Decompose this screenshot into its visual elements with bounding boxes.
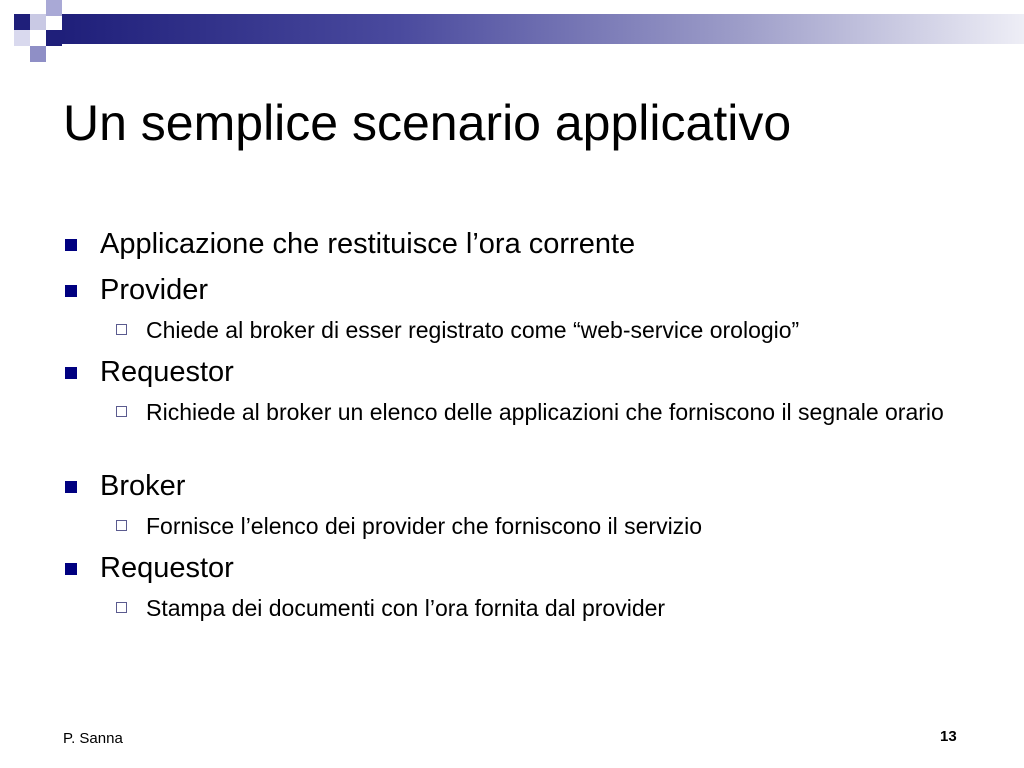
deco-square bbox=[30, 46, 46, 62]
square-bullet-icon bbox=[65, 285, 77, 297]
sub-bullet-item bbox=[146, 511, 976, 541]
sub-bullet-text: Chiede al broker di esser registrato come “web-service orologio” bbox=[146, 317, 800, 343]
bullet-item bbox=[100, 227, 635, 261]
hollow-square-bullet-icon bbox=[116, 602, 127, 613]
bullet-text: Broker bbox=[100, 470, 186, 502]
bullet-item bbox=[100, 273, 208, 307]
bullet-text: Requestor bbox=[100, 356, 234, 388]
square-bullet-icon bbox=[65, 367, 77, 379]
square-bullet-icon bbox=[65, 239, 77, 251]
deco-square bbox=[14, 14, 30, 30]
slide-title: Un semplice scenario applicativo bbox=[63, 95, 792, 151]
deco-square bbox=[46, 30, 62, 46]
bullet-item bbox=[100, 355, 234, 389]
bullet-text: Provider bbox=[100, 274, 208, 306]
bullet-text: Applicazione che restituisce l’ora corrente bbox=[100, 228, 636, 260]
sub-bullet-item bbox=[146, 315, 976, 345]
sub-bullet-item bbox=[146, 397, 976, 427]
bullet-text: Requestor bbox=[100, 552, 234, 584]
bullet-item bbox=[100, 551, 234, 585]
sub-bullet-text: Richiede al broker un elenco delle applicazioni che forniscono il segnale orario bbox=[146, 399, 944, 425]
sub-bullet-text: Fornisce l’elenco dei provider che forniscono il servizio bbox=[146, 513, 703, 539]
square-bullet-icon bbox=[65, 563, 77, 575]
deco-square bbox=[30, 14, 46, 30]
hollow-square-bullet-icon bbox=[116, 520, 127, 531]
header-gradient-band bbox=[62, 14, 1024, 44]
sub-bullet-item bbox=[146, 593, 976, 623]
hollow-square-bullet-icon bbox=[116, 324, 127, 335]
deco-square bbox=[14, 30, 30, 46]
deco-square bbox=[46, 0, 62, 16]
square-bullet-icon bbox=[65, 481, 77, 493]
footer-author: P. Sanna bbox=[63, 730, 123, 747]
sub-bullet-text: Stampa dei documenti con l’ora fornita dal provider bbox=[146, 595, 666, 621]
hollow-square-bullet-icon bbox=[116, 406, 127, 417]
bullet-item bbox=[100, 469, 185, 503]
page-number: 13 bbox=[940, 728, 957, 745]
